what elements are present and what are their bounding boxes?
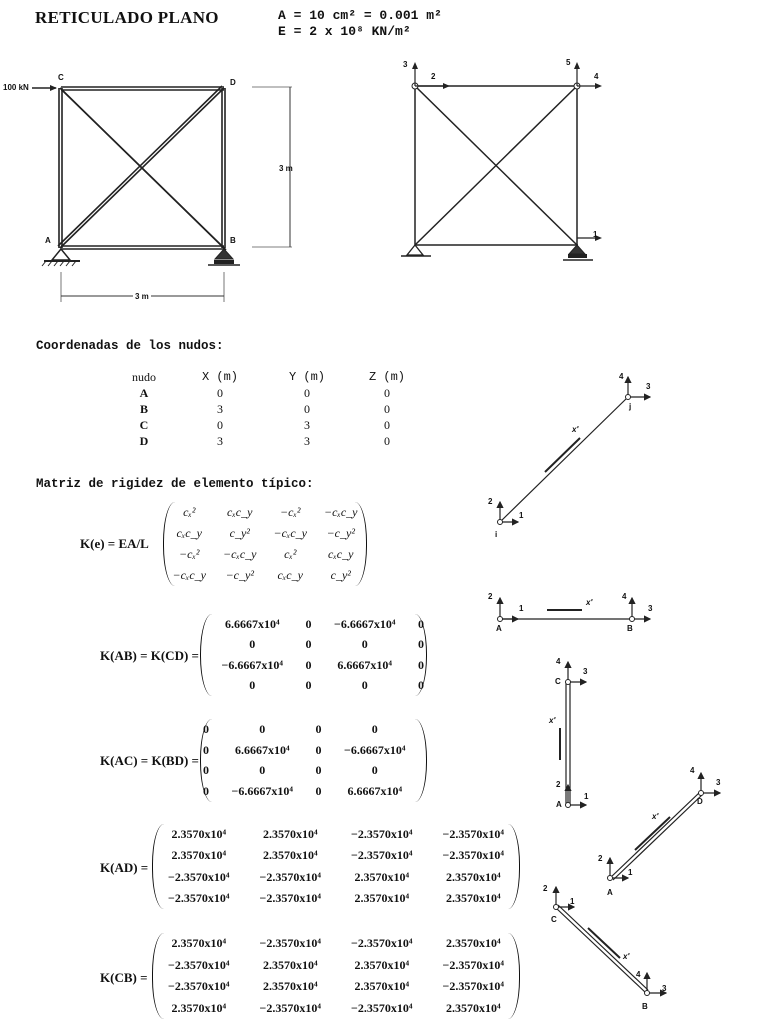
coords-cell: 0 (384, 433, 390, 448)
elem-ac-dof3: 3 (583, 667, 588, 676)
coords-col-z: Z (m) (368, 370, 405, 384)
coords-cell: A (139, 385, 149, 400)
elem-ab-dof1: 1 (519, 604, 524, 613)
dof-diagram (395, 55, 610, 270)
elem-ad-start: A (607, 888, 613, 897)
table-row (110, 385, 422, 401)
elem-ac-dof1: 1 (584, 792, 589, 801)
elem-ab-start: A (496, 624, 502, 633)
k-cb-matrix: 2.3570x10⁴ −2.3570x10⁴ −2.3570x10⁴ 2.3570x10⁴ −2.3570x10⁴ 2.3570x10⁴ 2.3570x10⁴ −2.3570x10⁴ −2.3570x10⁴ 2.3570x10⁴ 2.3570x10⁴ −2.3570x10⁴ 2.3570x10⁴ −2.3570x10⁴ −2.3570x10⁴ 2.3570x10⁴ (152, 933, 520, 1019)
elem-typical-dof1: 1 (519, 511, 524, 520)
dof-label-1: 1 (593, 230, 598, 239)
coords-header-row (110, 369, 422, 385)
node-label-c: C (58, 73, 64, 82)
elem-ad-axis: x' (652, 812, 659, 821)
coords-cell: 3 (217, 433, 223, 448)
width-dimension-label: 3 m (135, 292, 149, 301)
table-row (110, 417, 422, 433)
k-ad-matrix: 2.3570x10⁴ 2.3570x10⁴ −2.3570x10⁴ −2.3570x10⁴ 2.3570x10⁴ 2.3570x10⁴ −2.3570x10⁴ −2.3570x10⁴ −2.3570x10⁴ −2.3570x10⁴ 2.3570x10⁴ 2.3570x10⁴ −2.3570x10⁴ −2.3570x10⁴ 2.3570x10⁴ 2.3570x10⁴ (152, 824, 520, 909)
coords-col-x: X (m) (201, 370, 238, 384)
load-label: 100 kN (3, 83, 29, 92)
elem-ab-axis: x' (586, 598, 593, 607)
k-general-lhs: K(e) = EA/L (80, 536, 149, 551)
coords-cell: B (139, 401, 148, 416)
coords-table (110, 369, 422, 449)
elem-typical-dof4: 4 (619, 372, 624, 381)
elem-ac-end: C (555, 677, 561, 686)
coords-cell: 0 (217, 417, 223, 432)
k-ac-bd-matrix: 0 0 0 0 0 6.6667x10⁴ 0 −6.6667x10⁴ 0 0 0 0 0 −6.6667x10⁴ 0 6.6667x10⁴ (200, 719, 427, 802)
elem-ad-dof1: 1 (628, 868, 633, 877)
elem-typical-start: i (495, 530, 498, 539)
coords-cell: C (139, 417, 149, 432)
node-label-d: D (230, 78, 236, 87)
elem-ad-dof4: 4 (690, 766, 695, 775)
coords-cell: 0 (304, 385, 310, 400)
k-general-matrix: cₓ² cₓc_y −cₓ² −cₓc_y cₓc_y c_y² −cₓc_y −c_y² −cₓ² −cₓc_y cₓ² cₓc_y −cₓc_y −c_y² cₓc_y c_y² (163, 502, 367, 586)
height-dimension-label: 3 m (279, 164, 293, 173)
dof-label-5: 5 (566, 58, 571, 67)
node-label-a: A (45, 236, 51, 245)
elem-typical-dof3: 3 (646, 382, 651, 391)
elem-typical-dof2: 2 (488, 497, 493, 506)
coords-cell: 3 (217, 401, 223, 416)
elem-ab-dof2: 2 (488, 592, 493, 601)
dof-label-4: 4 (594, 72, 599, 81)
dof-label-3: 3 (403, 60, 408, 69)
elem-ab-dof4: 4 (622, 592, 627, 601)
element-diagrams (470, 360, 768, 1024)
modulus-property: E = 2 x 10⁸ KN/m² (278, 24, 411, 39)
table-row (110, 401, 422, 417)
elem-ad-dof3: 3 (716, 778, 721, 787)
coords-cell: 0 (304, 401, 310, 416)
elem-ab-dof3: 3 (648, 604, 653, 613)
dof-label-2: 2 (431, 72, 436, 81)
coords-col-y: Y (m) (288, 370, 325, 384)
elem-ac-axis: x' (549, 716, 556, 725)
truss-diagram (0, 60, 320, 310)
coords-cell: 3 (304, 433, 310, 448)
coords-cell: 0 (217, 385, 223, 400)
coords-cell: D (139, 433, 149, 448)
table-row (110, 433, 422, 449)
elem-ac-start: A (556, 800, 562, 809)
k-ad-lhs: K(AD) = (100, 860, 149, 875)
coords-cell: 0 (384, 417, 390, 432)
elem-typical-axis: x' (572, 425, 579, 434)
coords-heading: Coordenadas de los nudos: (36, 339, 224, 353)
node-label-b: B (230, 236, 236, 245)
elem-typical-end: j (629, 402, 632, 411)
elem-cb-dof4: 4 (636, 970, 641, 979)
elem-ac-dof4: 4 (556, 657, 561, 666)
coords-col-nudo: nudo (132, 369, 156, 384)
elem-cb-dof1: 1 (570, 897, 575, 906)
k-ab-cd-matrix: 6.6667x10⁴ 0 −6.6667x10⁴ 0 0 0 0 0 −6.6667x10⁴ 0 6.6667x10⁴ 0 0 0 0 0 (200, 614, 427, 696)
elem-ac-dof2: 2 (556, 780, 561, 789)
k-ac-bd-lhs: K(AC) = K(BD) = (100, 753, 199, 768)
elem-cb-end: B (642, 1002, 648, 1011)
coords-cell: 3 (304, 417, 310, 432)
elem-ad-dof2: 2 (598, 854, 603, 863)
elem-cb-dof2: 2 (543, 884, 548, 893)
k-ab-cd-lhs: K(AB) = K(CD) = (100, 648, 199, 663)
k-cb-lhs: K(CB) = (100, 970, 148, 985)
coords-cell: 0 (384, 385, 390, 400)
page-title: RETICULADO PLANO (35, 8, 219, 27)
elem-ab-end: B (627, 624, 633, 633)
elem-ad-end: D (697, 797, 703, 806)
coords-cell: 0 (384, 401, 390, 416)
elem-cb-dof3: 3 (662, 984, 667, 993)
stiffness-heading: Matriz de rigidez de elemento típico: (36, 477, 314, 491)
area-property: A = 10 cm² = 0.001 m² (278, 8, 442, 23)
elem-cb-start: C (551, 915, 557, 924)
elem-cb-axis: x' (623, 952, 630, 961)
